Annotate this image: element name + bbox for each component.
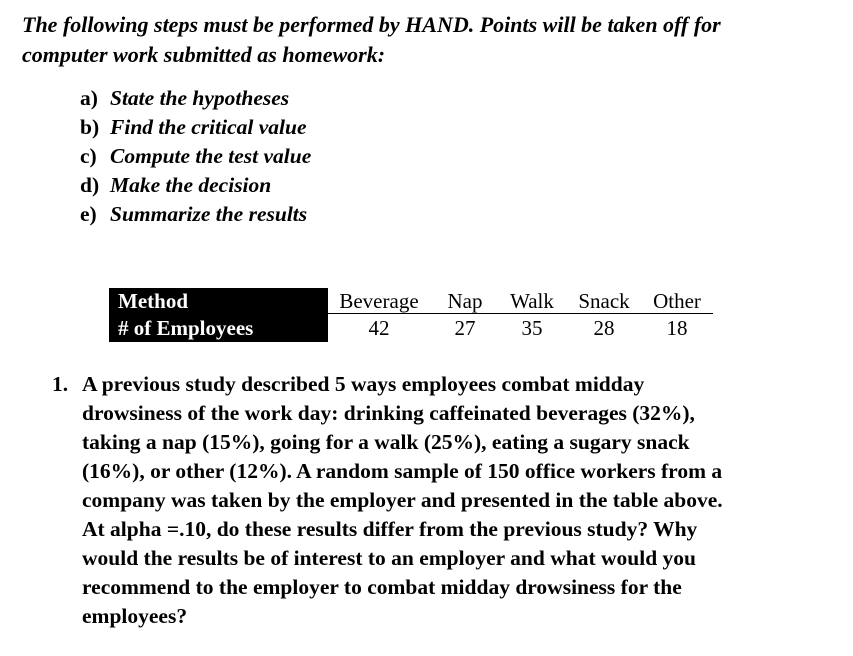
step-text: Make the decision [110,173,272,197]
question-line: (16%), or other (12%). A random sample of 150 office workers from a [82,459,723,483]
step-item [80,142,311,171]
question-line: company was taken by the employer and presented in the table above. [82,488,723,512]
step-item [80,171,311,200]
instructions [22,10,842,70]
table-cell: 18 [666,316,688,340]
table-header-cell: Snack [578,289,630,313]
question-line: taking a nap (15%), going for a walk (25%), eating a sugary snack [82,430,690,454]
table-header-cell: Walk [510,289,554,313]
step-marker: d) [80,173,100,197]
steps-list [80,84,311,229]
data-table [109,288,713,342]
table-cell: 28 [593,316,615,340]
table-cell: 42 [368,316,390,340]
step-text: State the hypotheses [110,86,290,110]
step-item [80,200,311,229]
table-header-cell: Other [653,289,701,313]
step-item [80,113,311,142]
step-text: Summarize the results [110,202,308,226]
question-text [82,370,817,631]
question-line: would the results be of interest to an employer and what would you [82,546,696,570]
step-marker: e) [80,202,97,226]
table-cell: 27 [454,316,476,340]
step-item [80,84,311,113]
step-text: Find the critical value [110,115,307,139]
row-label-employees: # of Employees [118,316,254,340]
question-line: drowsiness of the work day: drinking caffeinated beverages (32%), [82,401,695,425]
question-line: recommend to the employer to combat midday drowsiness for the [82,575,682,599]
step-marker: c) [80,144,97,168]
table-header-cell: Nap [447,289,483,313]
step-marker: a) [80,86,98,110]
row-label-method: Method [118,289,188,313]
table-row-header [109,288,328,342]
instructions-line-1: The following steps must be performed by HAND. Points will be taken off for [22,12,721,37]
table-cell: 35 [521,316,543,340]
step-text: Compute the test value [110,144,312,168]
question-line: At alpha =.10, do these results differ from the previous study? Why [82,517,698,541]
question-line: employees? [82,604,188,628]
step-marker: b) [80,115,100,139]
table-header-cell: Beverage [339,289,419,313]
question-line: A previous study described 5 ways employees combat midday [82,372,645,396]
instructions-line-2: computer work submitted as homework: [22,42,386,67]
question-number: 1. [52,372,69,396]
